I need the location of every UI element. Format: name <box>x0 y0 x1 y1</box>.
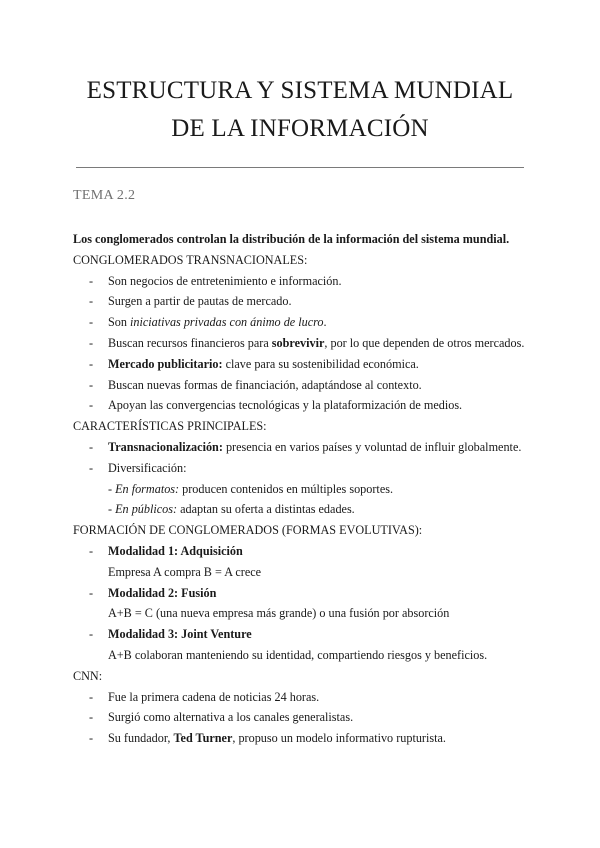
list-item: - Transnacionalización: presencia en varios países y voluntad de influir globalmente. <box>73 437 553 458</box>
list-item: - Son iniciativas privadas con ánimo de lucro. <box>73 312 553 333</box>
formacion-list-2 <box>73 583 553 604</box>
list-item: - Son negocios de entretenimiento e información. <box>73 271 553 292</box>
sub-item-publicos: - En públicos: adaptan su oferta a distintas edades. <box>108 502 355 517</box>
title-divider <box>76 167 524 168</box>
list-item: - Fue la primera cadena de noticias 24 horas. <box>73 687 553 708</box>
section-heading-formacion: FORMACIÓN DE CONGLOMERADOS (FORMAS EVOLUTIVAS): <box>73 523 423 538</box>
modalidad-2-description: A+B = C (una nueva empresa más grande) o una fusión por absorción <box>108 606 450 621</box>
list-item: - Apoyan las convergencias tecnológicas y la plataformización de medios. <box>73 395 553 416</box>
section-heading-transnacionales: CONGLOMERADOS TRANSNACIONALES: <box>73 252 308 267</box>
sub-item-formatos: - En formatos: producen contenidos en múltiples soportes. <box>108 481 394 496</box>
list-item: - Surgen a partir de pautas de mercado. <box>73 291 553 312</box>
list-item: - Diversificación: <box>73 458 553 479</box>
title-line-1: ESTRUCTURA Y SISTEMA MUNDIAL <box>86 77 514 104</box>
modalidad-3-description: A+B colaboran manteniendo su identidad, compartiendo riesgos y beneficios. <box>108 647 488 662</box>
list-item: - Mercado publicitario: clave para su sostenibilidad económica. <box>73 354 553 375</box>
document-title <box>40 72 560 148</box>
document-body <box>73 229 553 749</box>
list-item: - Modalidad 3: Joint Venture <box>73 624 553 645</box>
list-item: - Buscan nuevas formas de financiación, adaptándose al contexto. <box>73 375 553 396</box>
title-line-2: DE LA INFORMACIÓN <box>171 115 429 142</box>
caracteristicas-list <box>73 437 553 479</box>
topic-subtitle: TEMA 2.2 <box>73 188 136 203</box>
list-item: - Modalidad 1: Adquisición <box>73 541 553 562</box>
modalidad-1-description: Empresa A compra B = A crece <box>108 564 262 579</box>
intro-statement: Los conglomerados controlan la distribución de la información del sistema mundial. <box>73 232 510 246</box>
section-heading-caracteristicas: CARACTERÍSTICAS PRINCIPALES: <box>73 419 267 434</box>
list-item: - Buscan recursos financieros para sobrevivir, por lo que dependen de otros mercados. <box>73 333 553 354</box>
section-heading-cnn: CNN: <box>73 668 103 683</box>
formacion-list-3 <box>73 624 553 645</box>
transnacionales-list <box>73 271 553 417</box>
list-item: - Su fundador, Ted Turner, propuso un modelo informativo rupturista. <box>73 728 553 749</box>
formacion-list <box>73 541 553 562</box>
cnn-list <box>73 687 553 749</box>
list-item: - Surgió como alternativa a los canales generalistas. <box>73 707 553 728</box>
list-item: - Modalidad 2: Fusión <box>73 583 553 604</box>
